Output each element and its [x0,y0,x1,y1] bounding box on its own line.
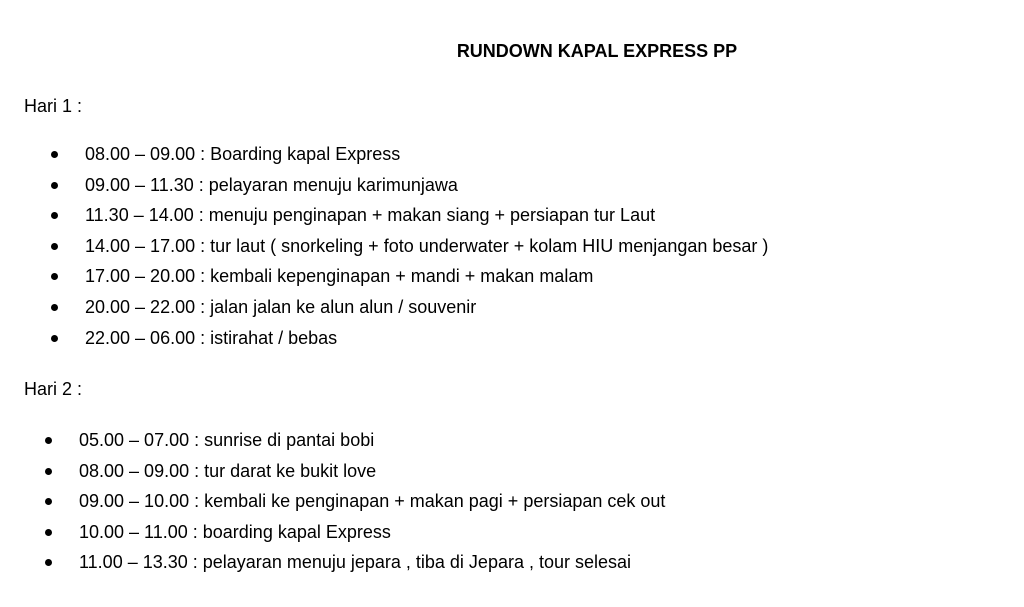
schedule-entry: 10.00 – 11.00 : boarding kapal Express [79,521,391,542]
day-1-heading: Hari 1 : [24,96,83,116]
schedule-entry: 11.30 – 14.00 : menuju penginapan + makan siang + persiapan tur Laut [85,205,656,226]
bullet-icon [51,335,58,342]
bullet-icon [45,498,52,505]
bullet-icon [51,182,58,189]
schedule-entry: 09.00 – 10.00 : kembali ke penginapan + makan pagi + persiapan cek out [79,491,666,512]
day-2-heading: Hari 2 : [24,379,83,399]
bullet-icon [51,212,58,219]
schedule-entry: 05.00 – 07.00 : sunrise di pantai bobi [79,430,375,450]
document-title: RUNDOWN KAPAL EXPRESS PP [456,41,738,61]
bullet-icon [45,559,52,566]
schedule-entry: 22.00 – 06.00 : istirahat / bebas [85,327,338,348]
bullet-icon [51,273,58,280]
schedule-entry: 14.00 – 17.00 : tur laut ( snorkeling + foto underwater + kolam HIU menjangan besar ) [85,235,769,256]
schedule-entry: 17.00 – 20.00 : kembali kepenginapan + mandi + makan malam [85,266,594,287]
schedule-entry: 08.00 – 09.00 : Boarding kapal Express [85,144,401,164]
schedule-entry: 08.00 – 09.00 : tur darat ke bukit love [79,460,377,481]
bullet-icon [51,151,58,158]
bullet-icon [45,529,52,536]
schedule-entry: 11.00 – 13.30 : pelayaran menuju jepara , tiba di Jepara , tour selesai [79,552,632,573]
bullet-icon [51,304,58,311]
bullet-icon [51,243,58,250]
bullet-icon [45,437,52,444]
schedule-entry: 09.00 – 11.30 : pelayaran menuju karimunjawa [85,174,458,195]
bullet-icon [45,468,52,475]
schedule-entry: 20.00 – 22.00 : jalan jalan ke alun alun / souvenir [85,296,477,317]
